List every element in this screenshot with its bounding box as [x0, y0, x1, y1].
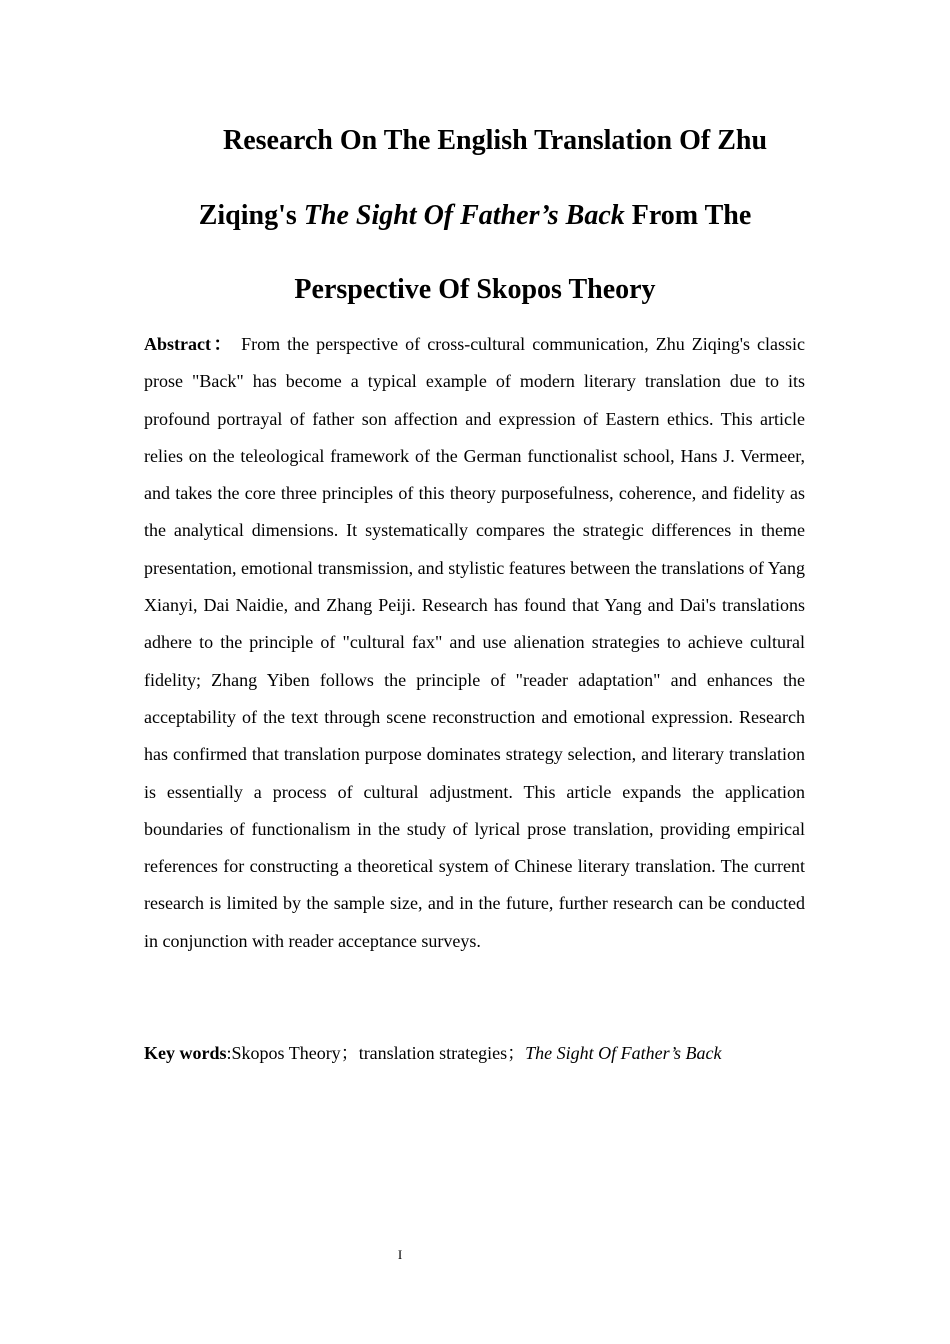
keyword-item-separator: ；	[340, 1043, 359, 1063]
title-work-name: The Sight Of Father’s Back	[303, 200, 625, 231]
abstract-label: Abstract	[144, 334, 211, 354]
keyword-item: The Sight Of Father’s Back	[525, 1043, 722, 1063]
keywords-separator: :	[226, 1043, 232, 1063]
paper-title-line-2	[140, 199, 810, 233]
title-line-3-text: Perspective Of Skopos Theory	[294, 274, 656, 305]
keywords-line	[144, 1037, 805, 1069]
keyword-item: translation strategies	[358, 1043, 508, 1063]
keyword-item-separator: ；	[507, 1043, 526, 1063]
keyword-item: Skopos Theory	[231, 1043, 341, 1063]
title-line-1-text: Research On The English Translation Of Zhu	[222, 125, 768, 156]
paper-title-line-3	[140, 273, 810, 307]
page-number: I	[397, 1247, 403, 1262]
keywords-label: Key words	[144, 1043, 227, 1063]
abstract-separator: ：	[210, 334, 235, 354]
abstract-text: From the perspective of cross-cultural communication, Zhu Ziqing's classic prose "Back" has become a typical example of modern literary translation due to its profound portrayal of father son affection and expression of Eastern ethics. This article relies on the teleological framework of the German functionalist school, Hans J. Vermeer, and takes the core three principles of this theory purposefulness, coherence, and fidelity as the analytical dimensions. It systematically compares the strategic differences in theme presentation, emotional transmission, and stylistic features between the translations of Yang Xianyi, Dai Naidie, and Zhang Peiji. Research has found that Yang and Dai's translations adhere to the principle of "cultural fax" and use alienation strategies to achieve cultural fidelity; Zhang Yiben follows the principle of "reader adaptation" and enhances the acceptability of the text through scene reconstruction and emotional expression. Research has confirmed that translation purpose dominates strategy selection, and literary translation is essentially a process of cultural adjustment. This article expands the application boundaries of functionalism in the study of lyrical prose translation, providing empirical references for constructing a theoretical system of Chinese literary translation. The current research is limited by the sample size, and in the future, further research can be conducted in conjunction with reader acceptance surveys.	[144, 334, 806, 951]
abstract-paragraph	[144, 326, 805, 960]
paper-title-line-1	[160, 124, 830, 158]
title-line-2-suffix: From The	[624, 200, 752, 231]
title-line-2-prefix: Ziqing's	[198, 200, 304, 231]
